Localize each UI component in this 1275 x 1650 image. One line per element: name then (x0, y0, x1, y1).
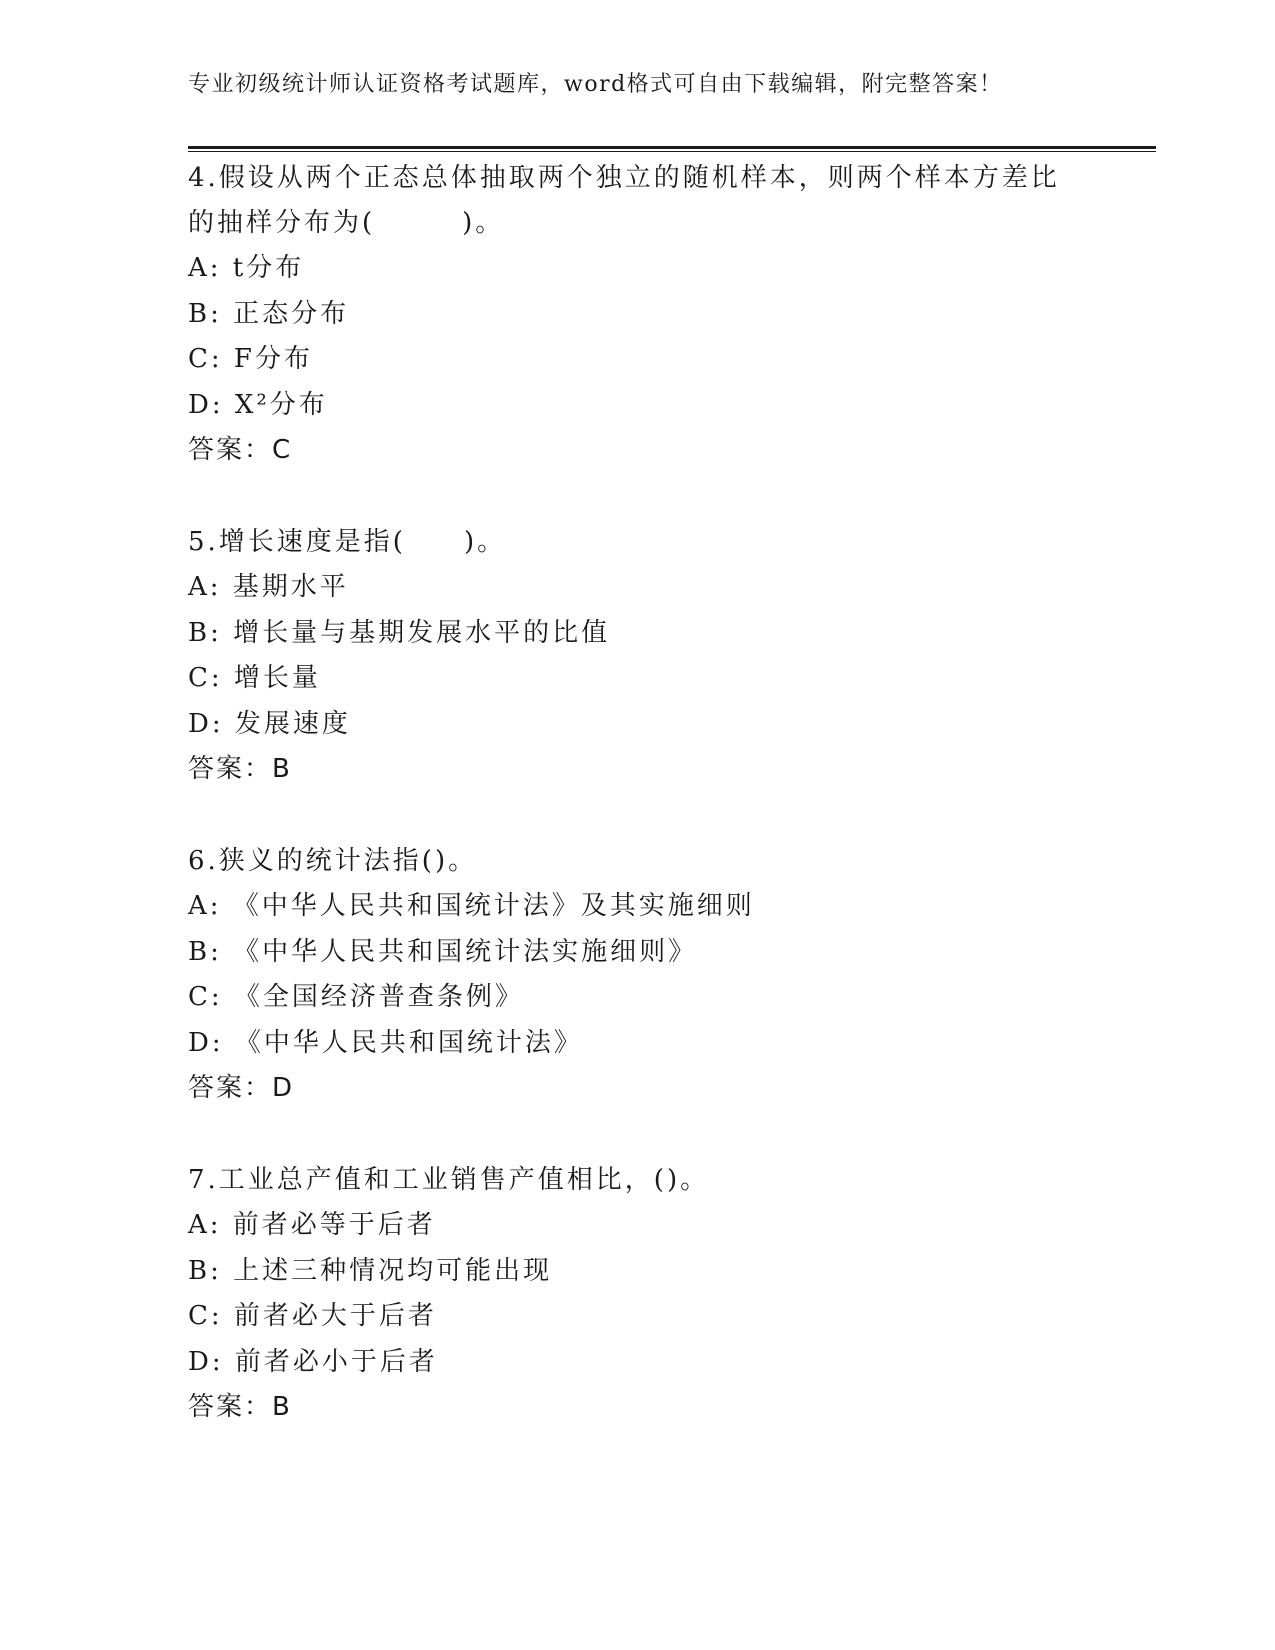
answer: 答案：D (188, 1073, 295, 1103)
question-6 (188, 839, 1088, 1111)
question-list (188, 156, 1088, 1430)
option-d: D: 《中华人民共和国统计法》 (188, 1027, 583, 1058)
question-stem: 4.假设从两个正态总体抽取两个独立的随机样本，则两个样本方差比 (188, 163, 1060, 193)
option-a: A: 《中华人民共和国统计法》及其实施细则 (188, 891, 755, 921)
question-spacer (188, 473, 1088, 520)
option-b: B: 正态分布 (188, 298, 350, 329)
question-stem: 6.狭义的统计法指()。 (188, 846, 478, 876)
option-a: A: t分布 (188, 253, 305, 283)
option-b: B: 上述三种情况均可能出现 (188, 1255, 553, 1286)
answer: 答案：B (188, 754, 292, 784)
option-c: C: 增长量 (188, 663, 321, 693)
option-c: C: 前者必大于后者 (188, 1301, 437, 1331)
option-d: D: X²分布 (188, 389, 328, 420)
question-4 (188, 156, 1088, 473)
question-stem: 5.增长速度是指( )。 (188, 527, 507, 557)
option-d: D: 发展速度 (188, 708, 351, 739)
option-c: C: F分布 (188, 344, 313, 374)
header-divider-thin (188, 151, 1156, 152)
question-spacer (188, 792, 1088, 839)
option-d: D: 前者必小于后者 (188, 1346, 438, 1377)
header-divider-thick (188, 146, 1156, 149)
option-a: A: 前者必等于后者 (188, 1210, 436, 1240)
question-7 (188, 1158, 1088, 1430)
question-5 (188, 520, 1088, 792)
option-c: C: 《全国经济普查条例》 (188, 982, 524, 1012)
option-b: B: 《中华人民共和国统计法实施细则》 (188, 936, 698, 967)
answer: 答案：C (188, 435, 293, 465)
option-b: B: 增长量与基期发展水平的比值 (188, 617, 611, 648)
question-stem: 7.工业总产值和工业销售产值相比，()。 (188, 1165, 710, 1195)
option-a: A: 基期水平 (188, 572, 349, 602)
answer: 答案：B (188, 1392, 292, 1422)
page-header: 专业初级统计师认证资格考试题库，word格式可自由下载编辑，附完整答案！ (188, 72, 1003, 97)
question-stem-continued: 的抽样分布为( )。 (188, 208, 505, 238)
question-spacer (188, 1111, 1088, 1158)
